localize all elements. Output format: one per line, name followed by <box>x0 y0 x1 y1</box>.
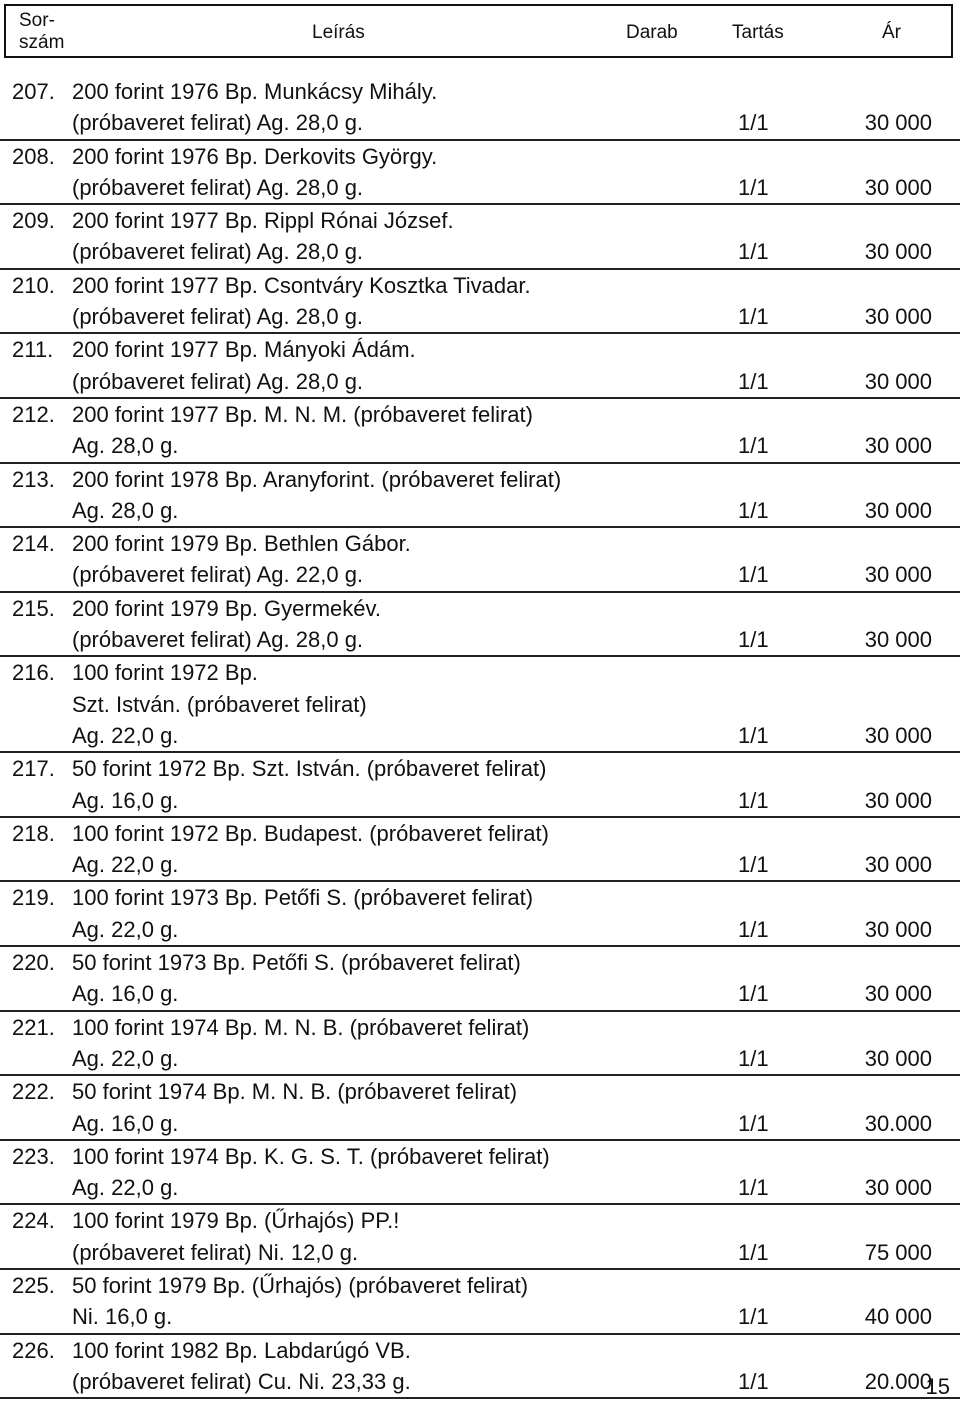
entry-number: 210. <box>12 272 55 298</box>
entry-description: (próbaveret felirat) Ag. 28,0 g. <box>72 110 364 136</box>
entry-price: 30 000 <box>864 916 932 942</box>
entry-line <box>0 1237 960 1268</box>
entry-line <box>0 236 960 267</box>
entry-line <box>0 495 960 526</box>
entry-line <box>0 624 960 655</box>
catalog-entry <box>0 1012 960 1077</box>
catalog-entry <box>0 528 960 593</box>
entry-description: 100 forint 1972 Bp. Budapest. (próbaveret felirat) <box>72 820 549 846</box>
entry-description: (próbaveret felirat) Ag. 28,0 g. <box>72 368 364 394</box>
entry-number: 222. <box>12 1079 55 1105</box>
entry-number: 208. <box>12 143 55 169</box>
entry-number: 221. <box>12 1014 55 1040</box>
entry-description: (próbaveret felirat) Cu. Ni. 23,33 g. <box>72 1368 411 1394</box>
entry-price: 30 000 <box>864 174 932 200</box>
entry-number: 207. <box>12 79 55 104</box>
entry-description: 200 forint 1977 Bp. Rippl Rónai József. <box>72 208 454 234</box>
entry-darab: 1/1 <box>738 1175 769 1201</box>
entry-line <box>0 270 960 301</box>
entry-description: (próbaveret felirat) Ag. 28,0 g. <box>72 304 364 330</box>
entry-line <box>0 1141 960 1172</box>
entry-description: 100 forint 1972 Bp. <box>72 660 258 686</box>
entry-description: (próbaveret felirat) Ag. 28,0 g. <box>72 239 364 265</box>
entry-price: 30 000 <box>864 787 932 813</box>
entry-line <box>0 1043 960 1074</box>
entry-line <box>0 1270 960 1301</box>
entry-description: 100 forint 1974 Bp. M. N. B. (próbaveret felirat) <box>72 1014 530 1040</box>
entry-line <box>0 657 960 688</box>
entry-darab: 1/1 <box>738 1045 769 1071</box>
entry-price: 30 000 <box>864 852 932 878</box>
entry-description: (próbaveret felirat) Ag. 28,0 g. <box>72 627 364 653</box>
catalog-entry <box>0 753 960 818</box>
header-sorszam: Sor- szám <box>19 10 65 53</box>
entry-darab: 1/1 <box>738 110 769 136</box>
entry-darab: 1/1 <box>738 1239 769 1265</box>
entry-price: 30 000 <box>864 304 932 330</box>
catalog-entry <box>0 657 960 753</box>
entry-description: 200 forint 1979 Bp. Gyermekév. <box>72 595 381 621</box>
entry-line <box>0 882 960 913</box>
entry-line <box>0 947 960 978</box>
entry-line <box>0 720 960 751</box>
entry-number: 225. <box>12 1272 55 1298</box>
entry-description: (próbaveret felirat) Ag. 28,0 g. <box>72 174 364 200</box>
entry-number: 223. <box>12 1143 55 1169</box>
header-darab: Darab <box>626 22 678 43</box>
catalog-entry <box>0 818 960 883</box>
entry-line <box>0 464 960 495</box>
entry-darab: 1/1 <box>738 1110 769 1136</box>
entry-price: 30 000 <box>864 627 932 653</box>
entry-price: 30 000 <box>864 368 932 394</box>
entry-price: 30 000 <box>864 722 932 748</box>
catalog-entry <box>0 205 960 270</box>
entry-line <box>0 1205 960 1236</box>
entry-number: 209. <box>12 208 55 234</box>
entry-line <box>0 753 960 784</box>
entry-description: 100 forint 1979 Bp. (Űrhajós) PP.! <box>72 1208 400 1234</box>
entry-description: Ni. 16,0 g. <box>72 1304 173 1330</box>
header-tartas: Tartás <box>732 22 784 43</box>
column-header <box>4 4 953 58</box>
catalog-entry <box>0 1076 960 1141</box>
catalog-entry <box>0 464 960 529</box>
entry-price: 40 000 <box>864 1304 932 1330</box>
entry-number: 217. <box>12 756 55 782</box>
entry-description: 100 forint 1982 Bp. Labdarúgó VB. <box>72 1337 411 1363</box>
entry-line <box>0 593 960 624</box>
entry-number: 214. <box>12 531 55 557</box>
entry-line <box>0 978 960 1009</box>
entry-line <box>0 914 960 945</box>
entry-darab: 1/1 <box>738 916 769 942</box>
entry-line <box>0 849 960 880</box>
entry-description: 200 forint 1978 Bp. Aranyforint. (próbaveret felirat) <box>72 466 562 492</box>
entry-number: 213. <box>12 466 55 492</box>
entry-description: (próbaveret felirat) Ni. 12,0 g. <box>72 1239 359 1265</box>
entry-description: (próbaveret felirat) Ag. 22,0 g. <box>72 562 364 588</box>
entry-price: 30 000 <box>864 110 932 136</box>
entry-darab: 1/1 <box>738 627 769 653</box>
entry-darab: 1/1 <box>738 174 769 200</box>
entry-description: Ag. 16,0 g. <box>72 981 179 1007</box>
entry-darab: 1/1 <box>738 722 769 748</box>
catalog-entry <box>0 593 960 658</box>
header-leiras: Leírás <box>312 22 365 43</box>
entry-line <box>0 818 960 849</box>
entry-price: 30 000 <box>864 433 932 459</box>
entry-description: 50 forint 1979 Bp. (Űrhajós) (próbaveret felirat) <box>72 1272 529 1298</box>
entry-darab: 1/1 <box>738 1304 769 1330</box>
entry-description: 200 forint 1977 Bp. M. N. M. (próbaveret felirat) <box>72 401 533 427</box>
catalog-entry <box>0 947 960 1012</box>
entry-line <box>0 1012 960 1043</box>
entry-line <box>0 785 960 816</box>
entry-darab: 1/1 <box>738 497 769 523</box>
entry-description: Ag. 28,0 g. <box>72 497 179 523</box>
page-number: 15 <box>925 1374 950 1399</box>
entry-darab: 1/1 <box>738 787 769 813</box>
entry-description: 50 forint 1972 Bp. Szt. István. (próbaveret felirat) <box>72 756 547 782</box>
catalog-entry <box>0 334 960 399</box>
entry-line <box>0 301 960 332</box>
entry-price: 20.000 <box>864 1368 932 1394</box>
entry-description: Ag. 22,0 g. <box>72 722 179 748</box>
entry-darab: 1/1 <box>738 1368 769 1394</box>
entry-line <box>0 172 960 203</box>
entry-darab: 1/1 <box>738 981 769 1007</box>
entry-line <box>0 1076 960 1107</box>
entry-line <box>0 1366 960 1397</box>
entry-number: 219. <box>12 885 55 911</box>
catalog-list <box>0 76 960 1399</box>
entry-description: 200 forint 1979 Bp. Bethlen Gábor. <box>72 531 411 557</box>
catalog-entry <box>0 76 960 141</box>
entry-description: 200 forint 1976 Bp. Derkovits György. <box>72 143 438 169</box>
entry-number: 215. <box>12 595 55 621</box>
entry-line <box>0 559 960 590</box>
catalog-entry <box>0 1270 960 1335</box>
entry-description: 100 forint 1974 Bp. K. G. S. T. (próbaveret felirat) <box>72 1143 550 1169</box>
entry-price: 30 000 <box>864 239 932 265</box>
entry-description: Ag. 16,0 g. <box>72 787 179 813</box>
entry-line <box>0 334 960 365</box>
entry-price: 75 000 <box>864 1239 932 1265</box>
catalog-entry <box>0 882 960 947</box>
entry-description: 100 forint 1973 Bp. Petőfi S. (próbaveret felirat) <box>72 885 534 911</box>
entry-price: 30 000 <box>864 1045 932 1071</box>
catalog-entry <box>0 399 960 464</box>
entry-darab: 1/1 <box>738 239 769 265</box>
entry-description: Ag. 22,0 g. <box>72 852 179 878</box>
entry-description: 50 forint 1974 Bp. M. N. B. (próbaveret felirat) <box>72 1079 518 1105</box>
catalog-entry <box>0 1205 960 1270</box>
header-ar: Ár <box>882 22 901 43</box>
entry-price: 30 000 <box>864 497 932 523</box>
entry-price: 30 000 <box>864 981 932 1007</box>
entry-darab: 1/1 <box>738 433 769 459</box>
entry-line <box>0 1335 960 1366</box>
entry-price: 30 000 <box>864 562 932 588</box>
entry-line <box>0 1108 960 1139</box>
entry-number: 218. <box>12 820 55 846</box>
entry-description: Ag. 22,0 g. <box>72 1175 179 1201</box>
entry-line <box>0 76 960 107</box>
entry-number: 216. <box>12 660 55 686</box>
catalog-entry <box>0 270 960 335</box>
entry-number: 220. <box>12 950 55 976</box>
entry-darab: 1/1 <box>738 852 769 878</box>
entry-description: 50 forint 1973 Bp. Petőfi S. (próbaveret felirat) <box>72 950 521 976</box>
entry-description: 200 forint 1976 Bp. Munkácsy Mihály. <box>72 79 438 104</box>
entry-description: 200 forint 1977 Bp. Mányoki Ádám. <box>72 337 416 363</box>
entry-description: Ag. 22,0 g. <box>72 1045 179 1071</box>
entry-price: 30.000 <box>864 1110 932 1136</box>
entry-description: 200 forint 1977 Bp. Csontváry Kosztka Tivadar. <box>72 272 531 298</box>
entry-line <box>0 141 960 172</box>
entry-line <box>0 205 960 236</box>
entry-price: 30 000 <box>864 1175 932 1201</box>
entry-description: Szt. István. (próbaveret felirat) <box>72 691 367 717</box>
catalog-entry <box>0 1141 960 1206</box>
entry-darab: 1/1 <box>738 368 769 394</box>
entry-line <box>0 399 960 430</box>
entry-description: Ag. 28,0 g. <box>72 433 179 459</box>
entry-line <box>0 689 960 720</box>
entry-line <box>0 1301 960 1332</box>
catalog-entry <box>0 141 960 206</box>
entry-description: Ag. 22,0 g. <box>72 916 179 942</box>
entry-line <box>0 528 960 559</box>
entry-line <box>0 107 960 138</box>
catalog-entry <box>0 1335 960 1400</box>
entry-number: 224. <box>12 1208 55 1234</box>
entry-number: 226. <box>12 1337 55 1363</box>
entry-line <box>0 366 960 397</box>
entry-line <box>0 430 960 461</box>
entry-number: 211. <box>12 337 54 363</box>
entry-number: 212. <box>12 401 55 427</box>
entry-description: Ag. 16,0 g. <box>72 1110 179 1136</box>
entry-darab: 1/1 <box>738 562 769 588</box>
entry-line <box>0 1172 960 1203</box>
entry-darab: 1/1 <box>738 304 769 330</box>
